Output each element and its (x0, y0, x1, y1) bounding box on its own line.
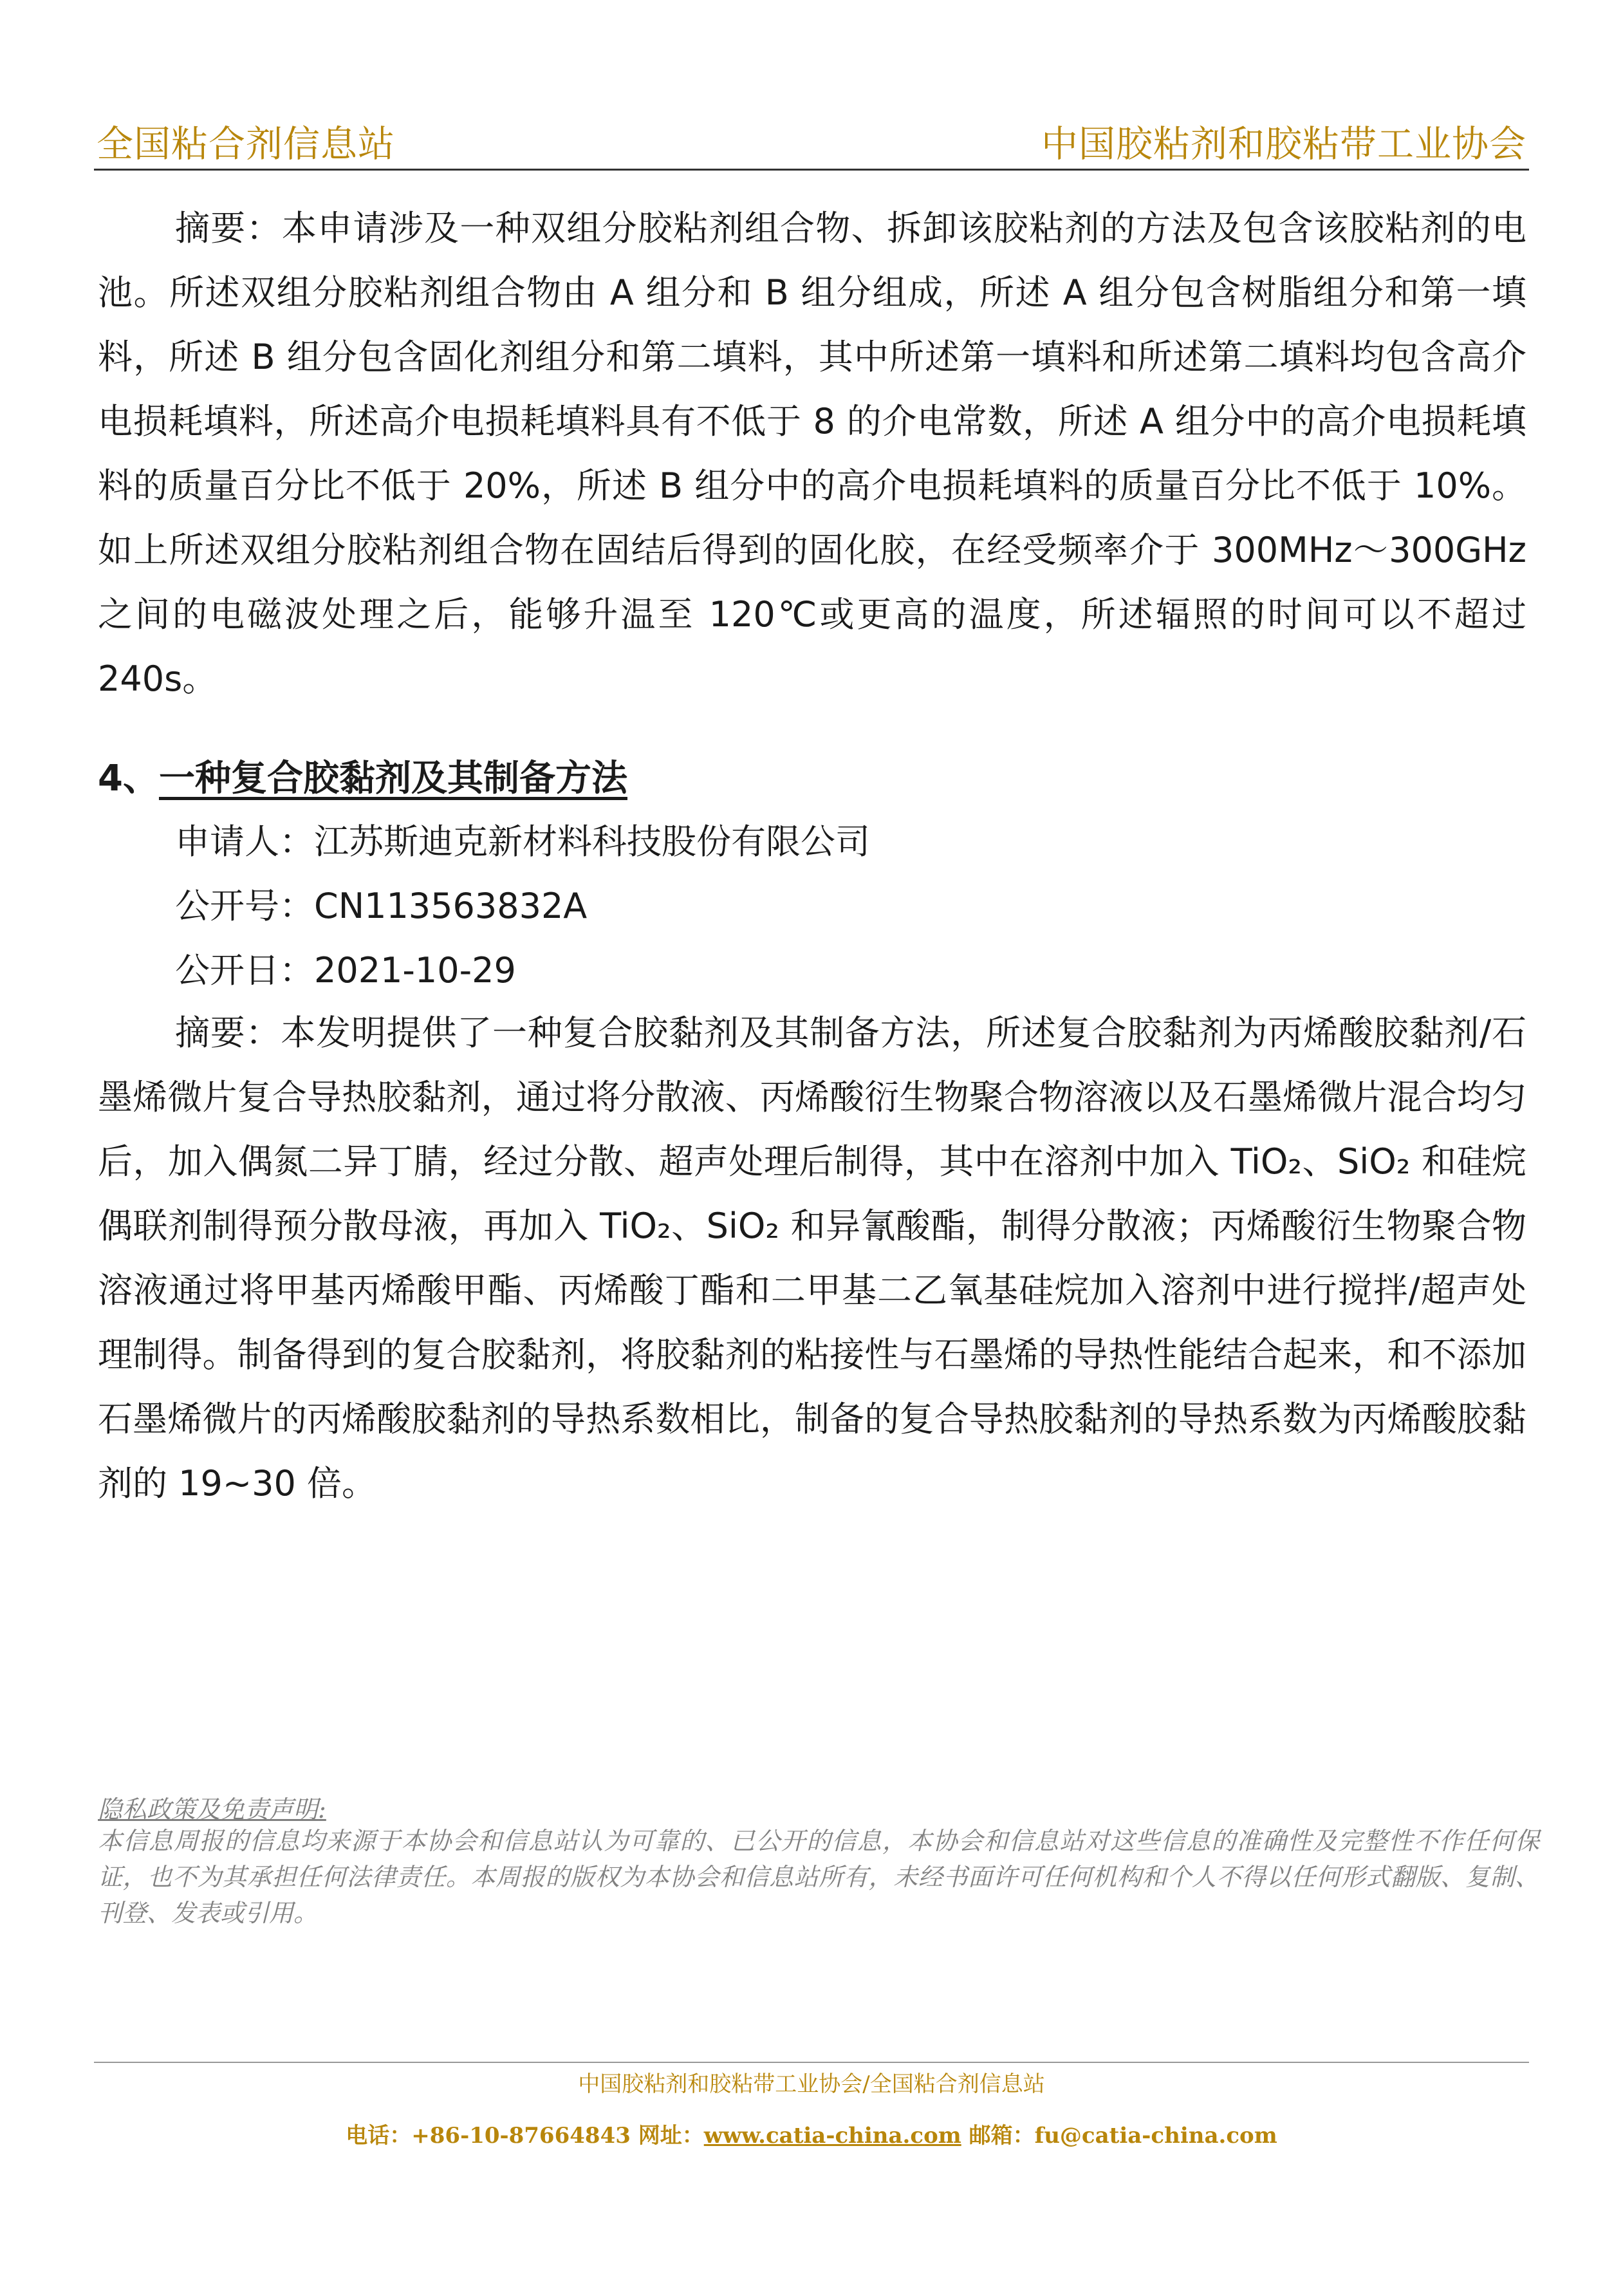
footer-divider (94, 2062, 1529, 2063)
header-left: 全国粘合剂信息站 (97, 123, 395, 165)
disclaimer-body: 本信息周报的信息均来源于本协会和信息站认为可靠的、已公开的信息，本协会和信息站对这些信息的准确性及完整性不作任何保证，也不为其承担任何法律责任。本周报的版权为本协会和信息站所有，未经书面许可任何机构和个人不得以任何形式翻版、复制、刊登、发表或引用。 (98, 1827, 1539, 1927)
footer-email: fu@catia-china.com (1034, 2123, 1277, 2149)
item-4-pub-date: 公开日：2021-10-29 (175, 950, 516, 991)
header-right: 中国胶粘剂和胶粘带工业协会 (1041, 123, 1526, 165)
item-4-number: 4、 (98, 758, 159, 799)
item-4-abstract: 摘要：本发明提供了一种复合胶黏剂及其制备方法，所述复合胶黏剂为丙烯酸胶黏剂/石墨烯微片复合导热胶黏剂，通过将分散液、丙烯酸衍生物聚合物溶液以及石墨烯微片混合均匀后，加入偶氮二异丁腈，经过分散、超声处理后制得，其中在溶剂中加入 TiO₂、SiO₂ 和硅烷偶联剂制得预分散母液，再加入 TiO₂、SiO₂ 和异氰酸酯，制得分散液；丙烯酸衍生物聚合物溶液通过将甲基丙烯酸甲酯、丙烯酸丁酯和二甲基二乙氧基硅烷加入溶剂中进行搅拌/超声处理制得。制备得到的复合胶黏剂，将胶黏剂的粘接性与石墨烯的导热性能结合起来，和不添加石墨烯微片的丙烯酸胶黏剂的导热系数相比，制备的复合导热胶黏剂的导热系数为丙烯酸胶黏剂的 19~30 倍。 (98, 1013, 1526, 1504)
item-4-heading (98, 750, 627, 801)
footer-contact: 电话：+86-10-87664843 网址：www.catia-china.com 邮箱：fu@catia-china.com (346, 2123, 1277, 2149)
item-4-applicant: 申请人：江苏斯迪克新材料科技股份有限公司 (175, 821, 870, 862)
item-4-pub-no: 公开号：CN113563832A (175, 886, 588, 926)
footer-org: 中国胶粘剂和胶粘带工业协会/全国粘合剂信息站 (578, 2071, 1045, 2097)
footer-phone: 电话：+86-10-87664843 (346, 2123, 631, 2149)
footer-website-link[interactable]: www.catia-china.com (703, 2123, 961, 2149)
disclaimer-title: 隐私政策及免责声明: (98, 1795, 326, 1824)
abstract-3: 摘要：本申请涉及一种双组分胶粘剂组合物、拆卸该胶粘剂的方法及包含该胶粘剂的电池。所述双组分胶粘剂组合物由 A 组分和 B 组分组成，所述 A 组分包含树脂组分和第一填料，所述 B 组分包含固化剂组分和第二填料，其中所述第一填料和所述第二填料均包含高介电损耗填料，所述高介电损耗填料具有不低于 8 的介电常数，所述 A 组分中的高介电损耗填料的质量百分比不低于 20%，所述 B 组分中的高介电损耗填料的质量百分比不低于 10%。如上所述双组分胶粘剂组合物在固结后得到的固化胶，在经受频率介于 300MHz～300GHz 之间的电磁波处理之后，能够升温至 120℃或更高的温度，所述辐照的时间可以不超过 240s。 (98, 208, 1526, 699)
header-divider (94, 169, 1529, 171)
item-4-title: 一种复合胶黏剂及其制备方法 (158, 758, 627, 799)
